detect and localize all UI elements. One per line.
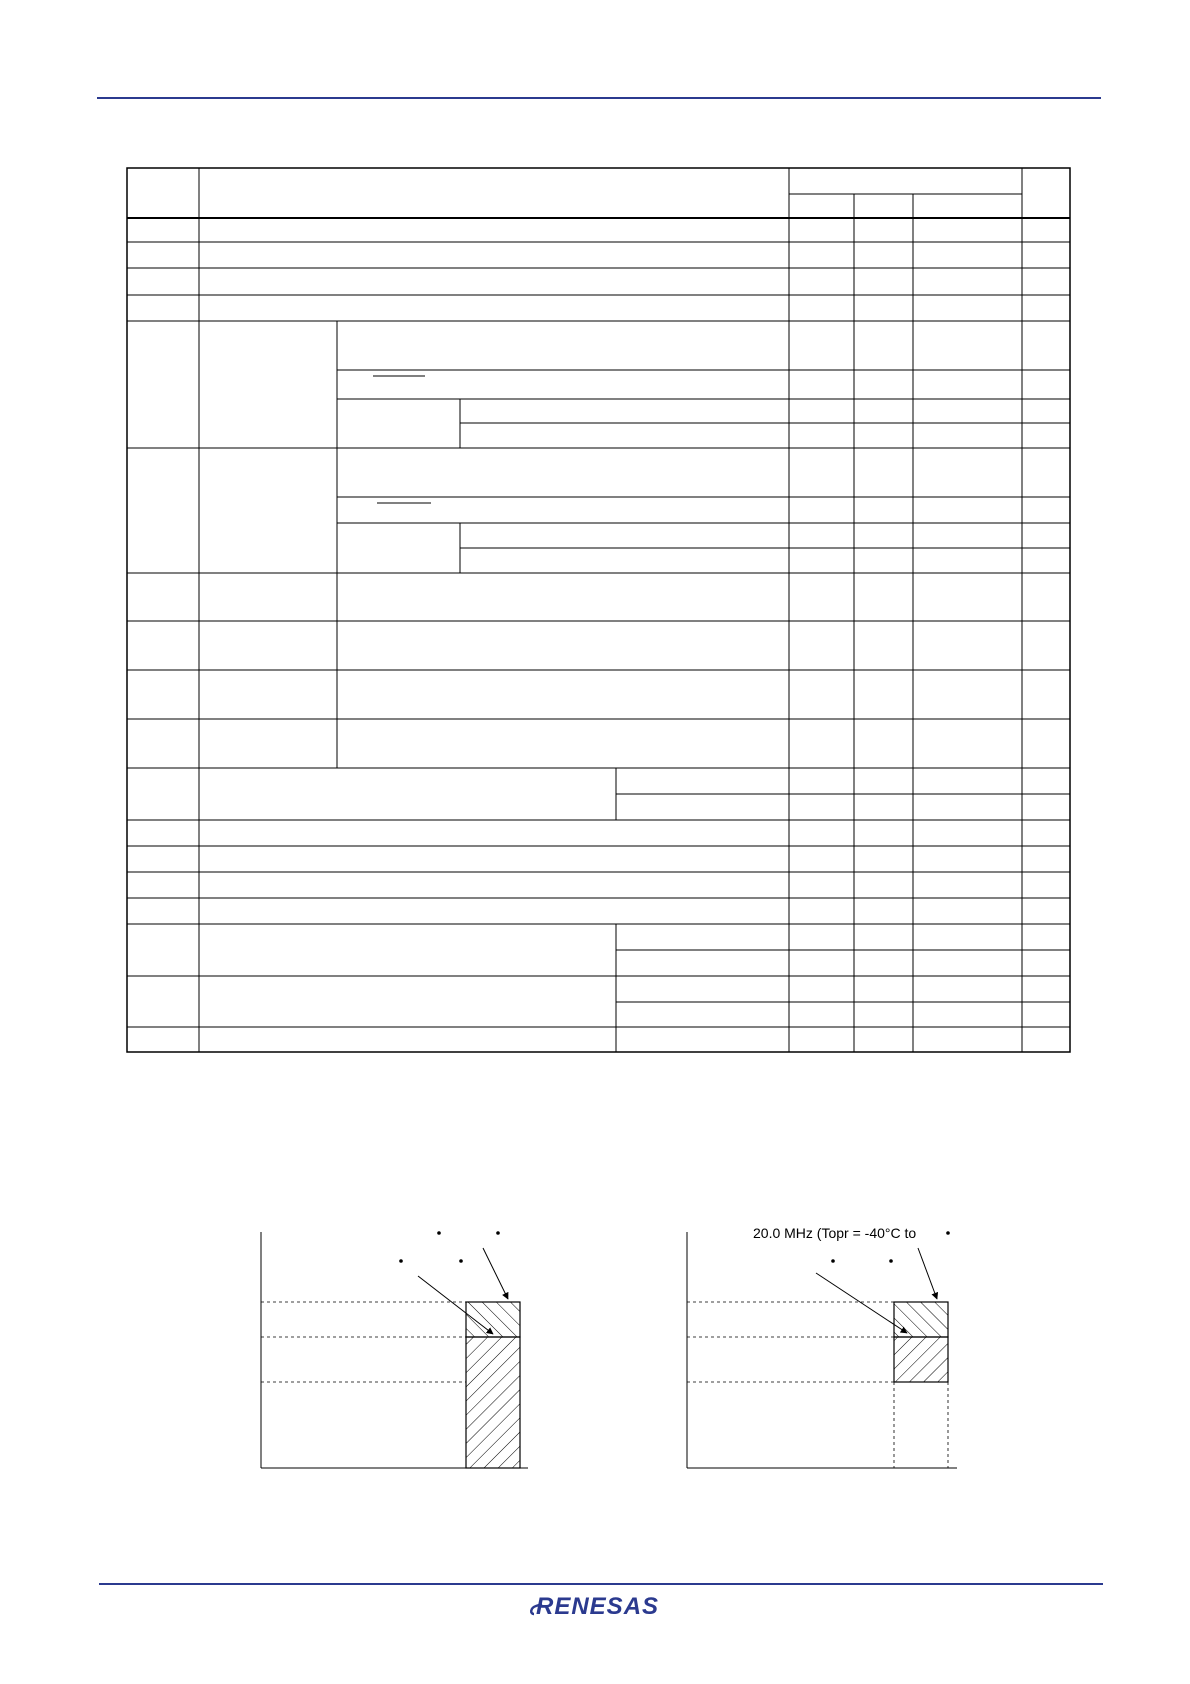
right-graph-caption: 20.0 MHz (Topr = -40°C to bbox=[753, 1225, 917, 1241]
right-region-upper bbox=[894, 1302, 948, 1337]
footer-rule bbox=[99, 1583, 1103, 1585]
right-graph bbox=[687, 1225, 957, 1468]
renesas-logo bbox=[528, 1590, 668, 1620]
left-region-lower bbox=[466, 1337, 520, 1468]
right-region-lower bbox=[894, 1337, 948, 1382]
svg-text:RENESAS: RENESAS bbox=[536, 1593, 660, 1620]
renesas-logo-svg bbox=[528, 1590, 668, 1620]
left-graph bbox=[261, 1231, 528, 1468]
